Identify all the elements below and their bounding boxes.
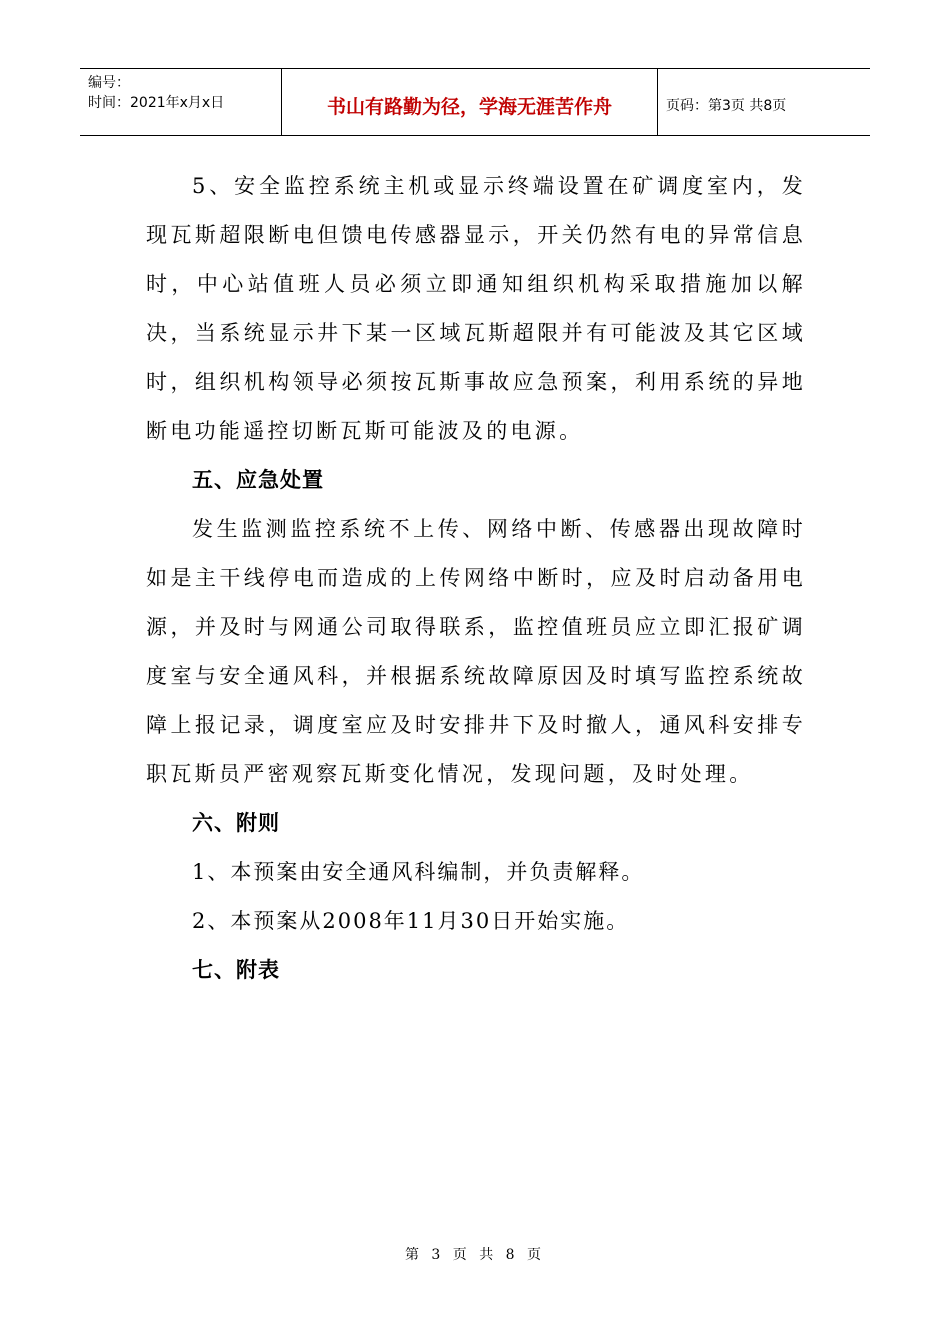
- page-footer: 第 3 页 共 8 页: [404, 1247, 546, 1263]
- page-header: [80, 68, 870, 136]
- paragraph-item-5: 5、安全监控系统主机或显示终端设置在矿调度室内，发现瓦斯超限断电但馈电传感器显示，开关仍然有电的异常信息时，中心站值班人员必须立即通知组织机构采取措施加以解决，当系统显示井下某一区域瓦斯超限并有可能波及其它区域时，组织机构领导必须按瓦斯事故应急预案，利用系统的异地断电功能遥控切断瓦斯可能波及的电源。: [146, 174, 806, 443]
- header-page-info: 页码：第3页 共8页: [666, 98, 787, 114]
- section-heading-rules: 六、附则: [192, 811, 280, 835]
- header-motto: 书山有路勤为径，学海无涯苦作舟: [282, 69, 658, 135]
- header-number-label: 编号：: [88, 75, 130, 91]
- rule-item-1: 1、本预案由安全通风科编制，并负责解释。: [192, 860, 645, 884]
- document-body: [146, 162, 806, 995]
- header-meta: [80, 69, 282, 135]
- rule-item-2: 2、本预案从2008年11月30日开始实施。: [192, 909, 630, 933]
- header-time-label: 时间：2021年x月x日: [88, 95, 225, 111]
- section-heading-emergency: 五、应急处置: [192, 468, 324, 492]
- section-heading-appendix: 七、附表: [192, 958, 280, 982]
- paragraph-emergency: 发生监测监控系统不上传、网络中断、传感器出现故障时如是主干线停电而造成的上传网络中断时，应及时启动备用电源，并及时与网通公司取得联系，监控值班员应立即汇报矿调度室与安全通风科，并根据系统故障原因及时填写监控系统故障上报记录，调度室应及时安排井下及时撤人，通风科安排专职瓦斯员严密观察瓦斯变化情况，发现问题，及时处理。: [146, 517, 806, 786]
